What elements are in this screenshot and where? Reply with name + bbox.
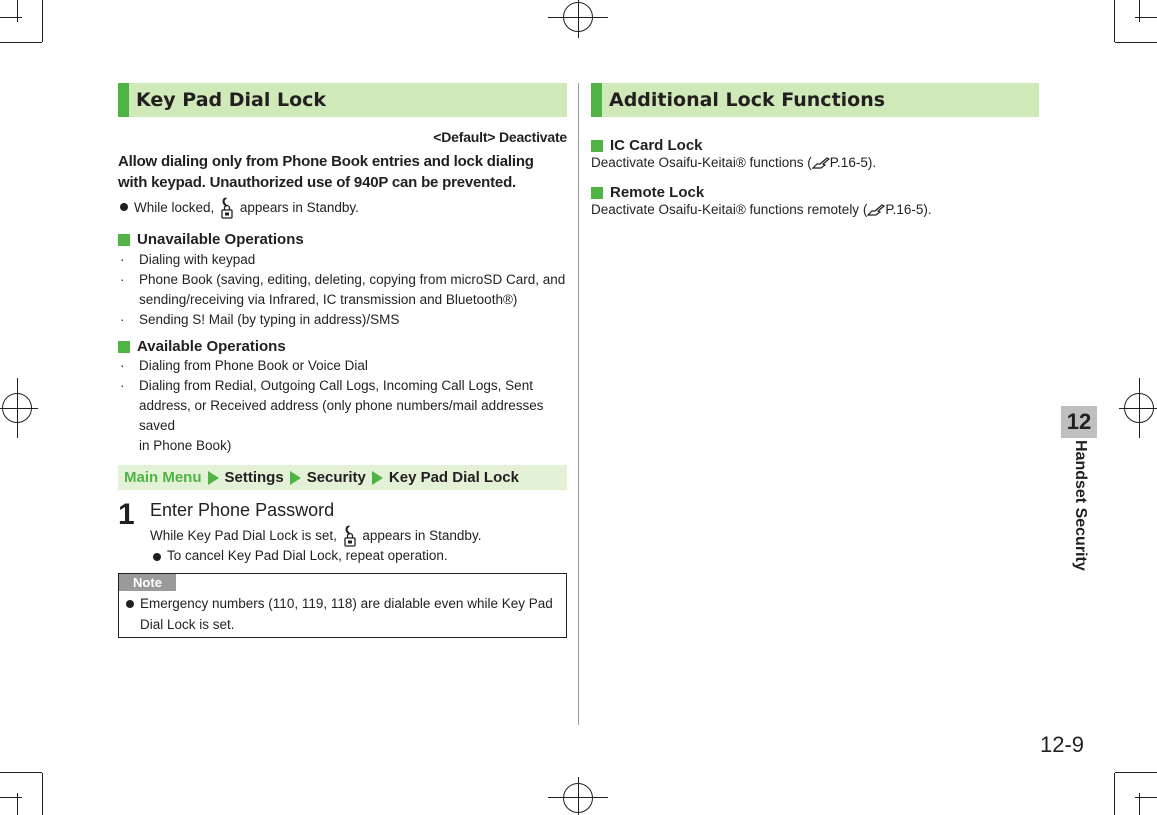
step-title: Enter Phone Password: [150, 500, 335, 520]
crop-mark: [42, 0, 43, 42]
list-item: · Dialing from Redial, Outgoing Call Logs, Incoming Call Logs, Sent address, or Received address (only phone numbers/mail addresses saved in Phone Book): [120, 378, 544, 453]
list-item: · Sending S! Mail (by typing in address)/SMS: [120, 312, 400, 327]
keypad-lock-icon: [220, 197, 234, 219]
subhead-remote-lock: Remote Lock: [591, 184, 1039, 201]
green-square-icon: [118, 341, 130, 353]
step-bullet: To cancel Key Pad Dial Lock, repeat operation.: [150, 547, 567, 565]
crop-mark: [1139, 0, 1140, 22]
crop-mark: [17, 0, 18, 22]
ic-card-lock-text: Deactivate Osaifu-Keitai® functions ( P.16-5).: [591, 155, 877, 170]
header-accent-bar: [118, 83, 129, 117]
registration-mark-line: [1139, 378, 1140, 438]
crop-mark: [42, 773, 43, 815]
lead-line: Allow dialing only from Phone Book entries and lock dialing: [118, 153, 534, 170]
crop-mark: [0, 797, 22, 798]
menu-path-main: Main Menu: [124, 469, 202, 486]
remote-lock-text: Deactivate Osaifu-Keitai® functions remotely ( P.16-5).: [591, 202, 932, 217]
registration-mark-line: [578, 0, 579, 38]
pointing-hand-icon: [812, 156, 830, 170]
bullet-dot: [153, 553, 161, 561]
page-number: 12-9: [1040, 732, 1085, 757]
green-square-icon: [591, 140, 603, 152]
step-description: While Key Pad Dial Lock is set, appears in Standby.: [150, 525, 567, 547]
registration-mark-line: [0, 408, 38, 409]
registration-mark-line: [1119, 408, 1157, 409]
page-reference-link[interactable]: P.16-5: [885, 202, 924, 217]
right-column: [591, 83, 1039, 219]
green-square-icon: [118, 234, 130, 246]
keypad-lock-icon: [343, 525, 357, 547]
available-list: [118, 356, 567, 456]
crop-mark: [0, 42, 42, 43]
section-title: Key Pad Dial Lock: [136, 89, 327, 111]
crop-mark: [1114, 0, 1115, 42]
header-accent-bar: [591, 83, 602, 117]
arrow-right-icon: [372, 471, 383, 485]
menu-path-security: Security: [306, 469, 366, 486]
bullet-dot: [120, 203, 128, 211]
subhead-unavailable: Unavailable Operations: [118, 231, 567, 248]
registration-mark-line: [548, 17, 608, 18]
page-reference-link[interactable]: P.16-5: [829, 155, 868, 170]
default-setting: <Default> Deactivate: [433, 129, 567, 145]
while-locked-note: [118, 197, 567, 219]
menu-path-key-pad-dial-lock: Key Pad Dial Lock: [388, 469, 519, 486]
subhead-available: Available Operations: [118, 338, 567, 355]
note-label: Note: [119, 574, 176, 591]
list-item: · Phone Book (saving, editing, deleting, copying from microSD Card, and sending/receiving via Infrared, IC transmission and Bluetooth®): [120, 272, 566, 307]
green-square-icon: [591, 187, 603, 199]
lead-text: [118, 151, 567, 193]
list-item: · Dialing with keypad: [120, 252, 256, 267]
column-divider: [578, 83, 579, 725]
crop-mark: [1115, 772, 1157, 773]
bullet-dot: [126, 600, 134, 608]
crop-mark: [1114, 773, 1115, 815]
arrow-right-icon: [208, 471, 219, 485]
chapter-tab-number: 12: [1061, 406, 1097, 438]
arrow-right-icon: [290, 471, 301, 485]
while-locked-text: While locked, appears in Standby.: [134, 197, 359, 219]
crop-mark: [1139, 793, 1140, 815]
list-item: · Dialing from Phone Book or Voice Dial: [120, 358, 368, 373]
crop-mark: [0, 772, 42, 773]
registration-mark-line: [548, 797, 608, 798]
registration-mark-line: [578, 777, 579, 815]
note-item: Emergency numbers (110, 119, 118) are dialable even while Key Pad Dial Lock is set.: [126, 593, 556, 635]
crop-mark: [0, 17, 22, 18]
chapter-tab-title: Handset Security: [1072, 440, 1089, 571]
note-box: [118, 573, 567, 638]
registration-mark-line: [17, 378, 18, 438]
section-header-additional-lock: [591, 83, 1039, 117]
crop-mark: [1115, 42, 1157, 43]
section-title: Additional Lock Functions: [609, 89, 886, 111]
step-1: [118, 498, 567, 565]
subhead-ic-card-lock: IC Card Lock: [591, 137, 1039, 154]
section-header-key-pad-dial-lock: [118, 83, 567, 117]
unavailable-list: [118, 250, 567, 330]
crop-mark: [17, 793, 18, 815]
lead-line: with keypad. Unauthorized use of 940P can be prevented.: [118, 174, 516, 191]
menu-path: [118, 465, 567, 490]
left-column: [118, 83, 567, 638]
step-number: 1: [118, 498, 135, 531]
pointing-hand-icon: [867, 203, 885, 217]
menu-path-settings: Settings: [224, 469, 284, 486]
